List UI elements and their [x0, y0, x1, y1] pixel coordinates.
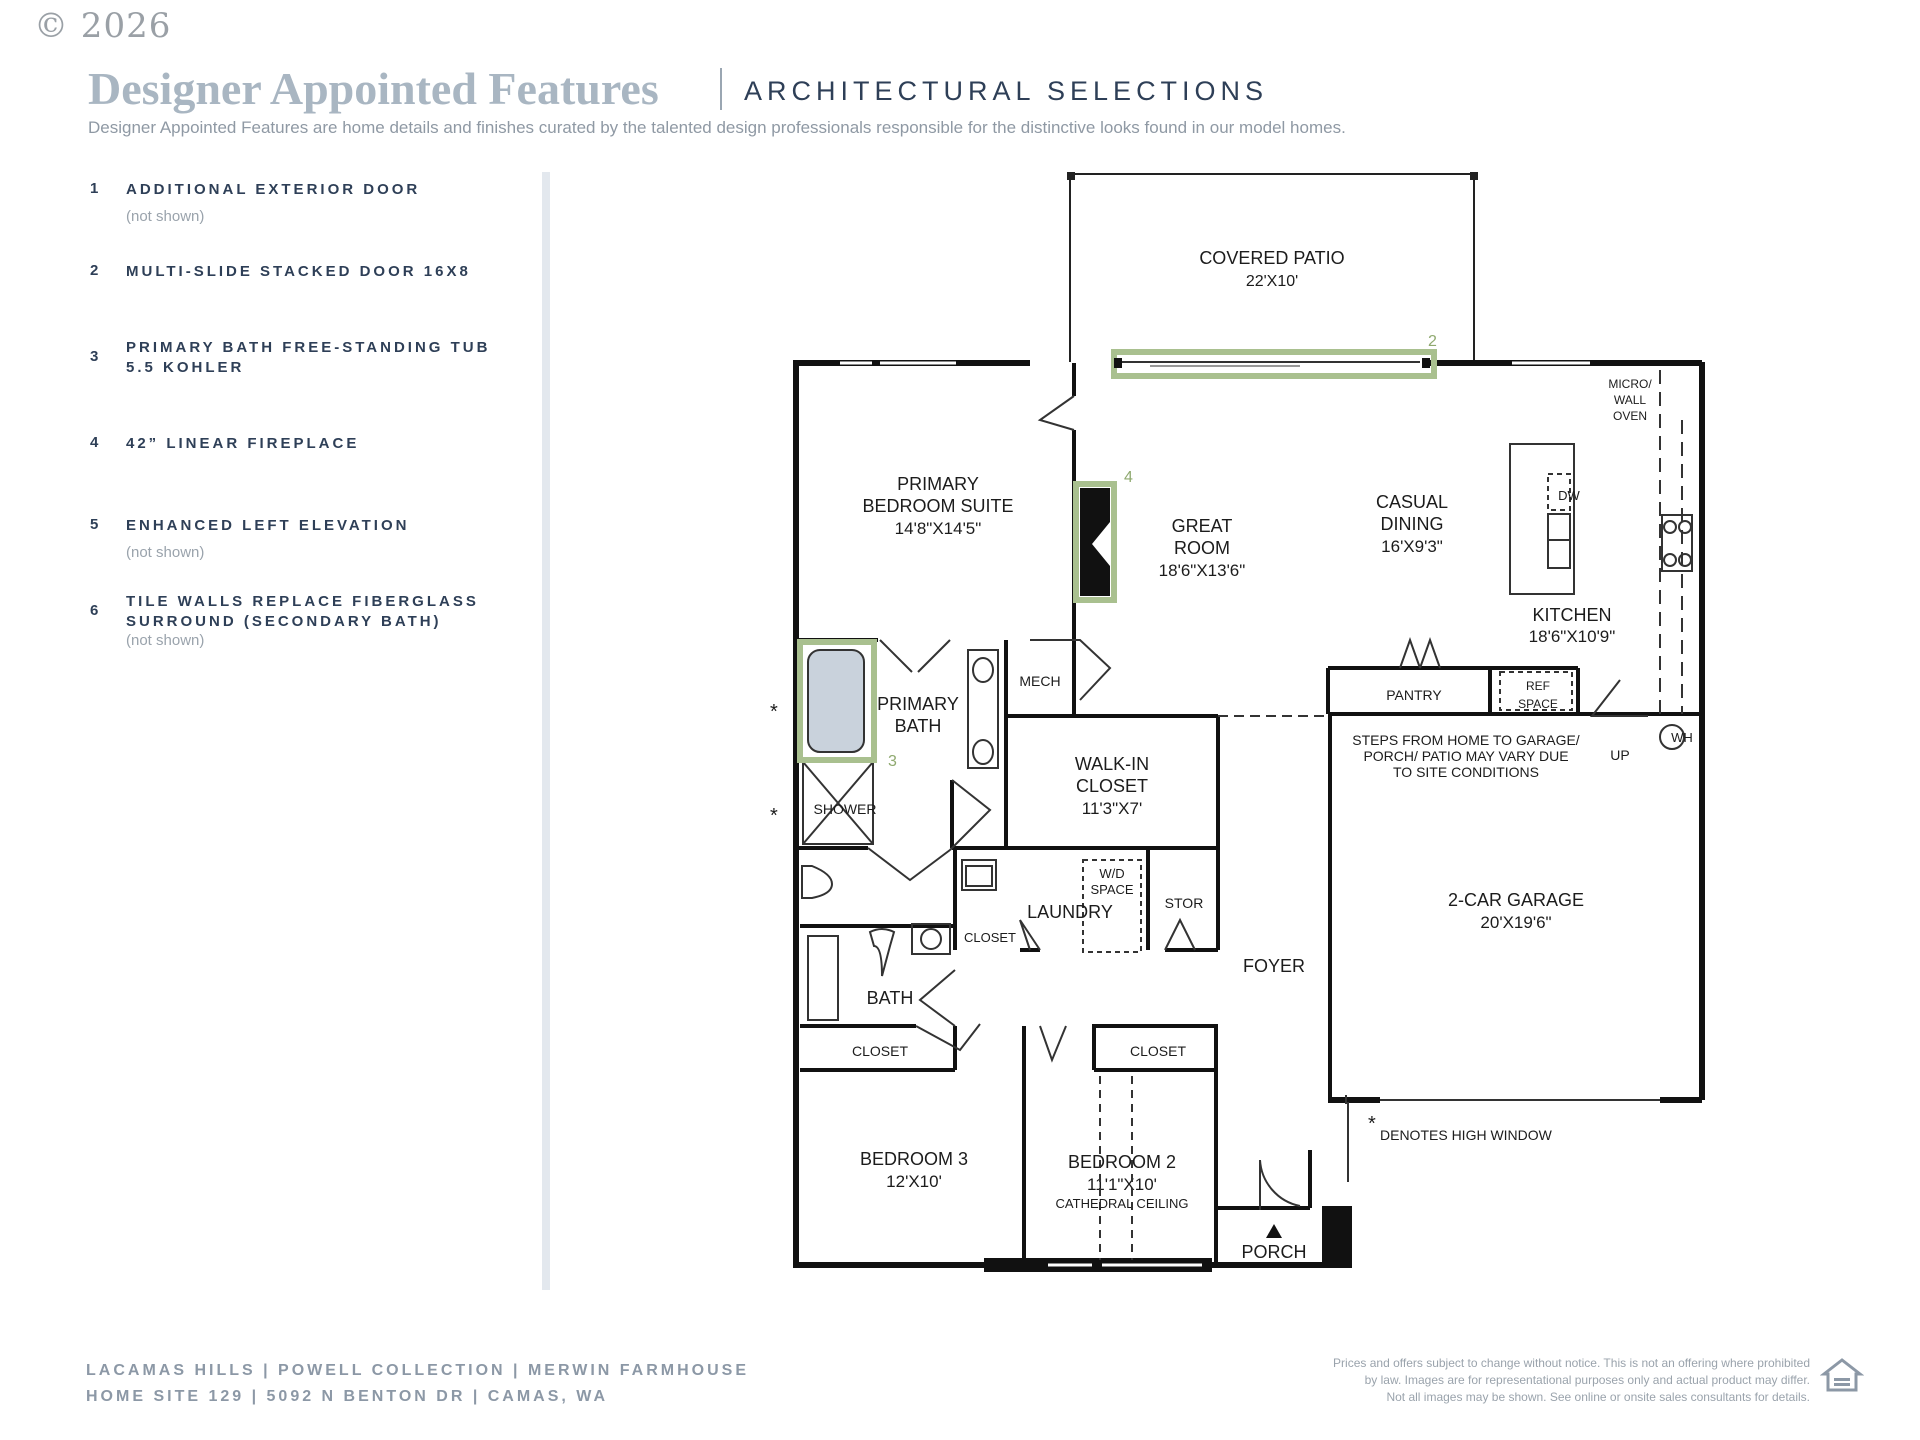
laundry-label: LAUNDRY: [1027, 902, 1113, 922]
great-room-size: 18'6"X13'6": [1158, 561, 1246, 580]
feature-number: 5: [90, 516, 99, 533]
callout-3: 3: [888, 753, 897, 770]
feature-label-line2: SURROUND (SECONDARY BATH): [126, 613, 442, 630]
high-window-star-2: *: [770, 805, 778, 827]
great-room-label-1: GREAT: [1171, 516, 1233, 536]
porch-label: PORCH: [1241, 1242, 1307, 1262]
casual-dining-label-1: CASUAL: [1375, 492, 1449, 512]
page-subtitle: ARCHITECTURAL SELECTIONS: [744, 76, 1269, 106]
feature-number: 3: [90, 348, 99, 365]
bath-label: BATH: [866, 988, 914, 1008]
great-room-label-2: ROOM: [1174, 538, 1230, 558]
bedroom3-size: 12'X10': [886, 1172, 942, 1191]
feature-label: ADDITIONAL EXTERIOR DOOR: [126, 181, 421, 198]
feature-label: MULTI-SLIDE STACKED DOOR 16X8: [126, 263, 471, 280]
casual-dining-label-2: DINING: [1380, 514, 1444, 534]
steps-note-3: TO SITE CONDITIONS: [1393, 764, 1539, 780]
feature-highlight-stacked-door: [1114, 352, 1434, 376]
callout-2: 2: [1428, 333, 1437, 350]
high-window-star: *: [1368, 1113, 1376, 1135]
micro-label-1: MICRO/: [1608, 377, 1652, 391]
walkin-closet-label-1: WALK-IN: [1074, 754, 1150, 774]
primary-bath-label-2: BATH: [894, 716, 942, 736]
feature-label-line2: 5.5 KOHLER: [126, 359, 245, 376]
porch-entry-arrow: [1266, 1224, 1282, 1238]
bedroom3-label: BEDROOM 3: [859, 1149, 969, 1169]
footer-address-line: HOME SITE 129 | 5092 N BENTON DR | CAMAS, WA: [86, 1388, 609, 1405]
feature-note: (not shown): [126, 544, 205, 561]
walkin-closet-size: 11'3"X7': [1081, 799, 1143, 818]
closet-b2-label: CLOSET: [1129, 1043, 1187, 1059]
pantry-label: PANTRY: [1386, 687, 1442, 703]
primary-bath-label-1: PRIMARY: [877, 694, 959, 714]
disclaimer: [1190, 1355, 1810, 1406]
bedroom2-size: 11'1"X10': [1087, 1175, 1157, 1194]
covered-patio-label: COVERED PATIO: [1199, 248, 1345, 268]
bedroom2-label: BEDROOM 2: [1067, 1152, 1177, 1172]
covered-patio-size: 22'X10': [1245, 273, 1299, 290]
storage-label: STOR: [1164, 895, 1204, 911]
feature-note: (not shown): [126, 632, 205, 649]
copyright-mark: © 2026: [34, 6, 172, 46]
dishwasher-label: DW: [1558, 488, 1580, 503]
feature-label: ENHANCED LEFT ELEVATION: [126, 517, 410, 534]
casual-dining-size: 16'X9'3": [1381, 537, 1443, 556]
ref-label-2: SPACE: [1518, 697, 1558, 711]
steps-note-1: STEPS FROM HOME TO GARAGE/: [1352, 732, 1580, 748]
water-heater-label: WH: [1671, 730, 1693, 745]
high-window-legend: DENOTES HIGH WINDOW: [1380, 1127, 1552, 1143]
primary-suite-label-1: PRIMARY: [897, 474, 979, 494]
feature-number: 4: [90, 434, 99, 451]
garage-size: 20'X19'6": [1480, 913, 1552, 932]
garage-label: 2-CAR GARAGE: [1447, 890, 1585, 910]
closet-b3-label: CLOSET: [851, 1043, 909, 1059]
feature-label-line1: PRIMARY BATH FREE-STANDING TUB: [126, 339, 491, 356]
feature-label-line1: TILE WALLS REPLACE FIBERGLASS: [126, 593, 479, 610]
feature-note: (not shown): [126, 208, 205, 225]
feature-number: 2: [90, 262, 99, 279]
disclaimer-line-2: by law. Images are for representational purposes only and actual product may differ.: [1364, 1373, 1810, 1387]
wd-space-label-2: SPACE: [1090, 882, 1134, 897]
cathedral-label: CATHEDRAL CEILING: [1055, 1196, 1189, 1211]
equal-housing-icon: [1820, 1356, 1864, 1400]
footer-community-line: LACAMAS HILLS | POWELL COLLECTION | MERWIN FARMHOUSE: [86, 1362, 750, 1379]
micro-label-2: WALL: [1613, 393, 1647, 407]
disclaimer-line-1: Prices and offers subject to change without notice. This is not an offering where prohibited: [1333, 1356, 1810, 1370]
up-label: UP: [1610, 747, 1630, 763]
covered-patio-outline: [1070, 174, 1474, 362]
free-standing-tub: [808, 650, 864, 752]
foyer-label: FOYER: [1242, 956, 1306, 976]
high-window-star-1: *: [770, 701, 778, 723]
feature-number: 6: [90, 602, 99, 619]
walkin-closet-label-2: CLOSET: [1075, 776, 1149, 796]
feature-number: 1: [90, 180, 99, 197]
door-swings: [868, 396, 1648, 1210]
micro-label-3: OVEN: [1612, 409, 1648, 423]
page-title: Designer Appointed Features: [88, 63, 659, 114]
kitchen-label: KITCHEN: [1532, 605, 1612, 625]
primary-suite-label-2: BEDROOM SUITE: [862, 496, 1014, 516]
steps-note-2: PORCH/ PATIO MAY VARY DUE: [1363, 748, 1569, 764]
intro-text: Designer Appointed Features are home details and finishes curated by the talented design professionals responsible for the distinctive looks found in our model homes.: [88, 118, 1346, 137]
shower-label: SHOWER: [813, 801, 877, 817]
ref-label-1: REF: [1526, 679, 1550, 693]
kitchen-size: 18'6"X10'9": [1528, 627, 1616, 646]
callout-4: 4: [1124, 469, 1133, 486]
mech-label: MECH: [1019, 673, 1061, 689]
wd-space-label-1: W/D: [1099, 866, 1125, 881]
primary-suite-size: 14'8"X14'5": [894, 519, 982, 538]
disclaimer-line-3: Not all images may be shown. See online or onsite sales consultants for details.: [1386, 1390, 1810, 1404]
feature-label: 42” LINEAR FIREPLACE: [126, 435, 360, 452]
closet-small-label: CLOSET: [963, 930, 1017, 945]
